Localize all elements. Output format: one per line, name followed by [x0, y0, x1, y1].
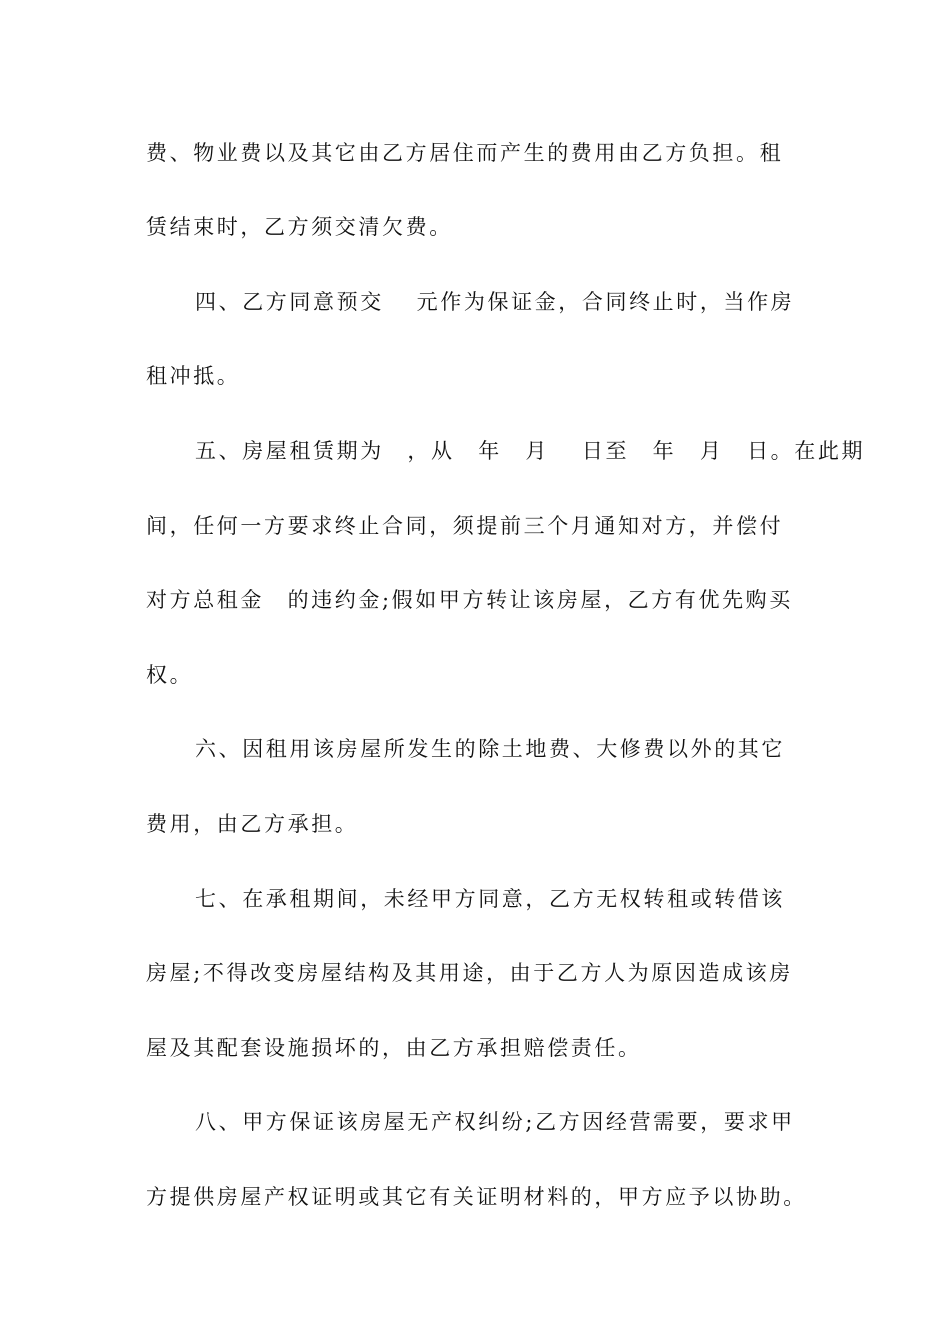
text-line: 权。	[146, 663, 194, 687]
text-line: 对方总租金 的违约金;假如甲方转让该房屋，乙方有优先购买	[146, 588, 793, 612]
text-line: 间，任何一方要求终止合同，须提前三个月通知对方，并偿付	[146, 514, 784, 538]
text-line: 租冲抵。	[146, 364, 241, 388]
text-line: 六、因租用该房屋所发生的除土地费、大修费以外的其它	[195, 737, 785, 761]
text-line: 方提供房屋产权证明或其它有关证明材料的，甲方应予以协助。	[146, 1185, 807, 1209]
text-line: 屋及其配套设施损坏的，由乙方承担赔偿责任。	[146, 1036, 642, 1060]
text-line: 八、甲方保证该房屋无产权纠纷;乙方因经营需要，要求甲	[195, 1110, 795, 1134]
text-line: 费用，由乙方承担。	[146, 812, 359, 836]
text-line: 赁结束时，乙方须交清欠费。	[146, 215, 453, 239]
text-line: 七、在承租期间，未经甲方同意，乙方无权转租或转借该	[195, 887, 785, 911]
text-line: 五、房屋租赁期为 ，从 年 月 日至 年 月 日。在此期	[195, 439, 866, 463]
text-line: 四、乙方同意预交 元作为保证金，合同终止时，当作房	[195, 290, 795, 314]
text-line: 费、物业费以及其它由乙方居住而产生的费用由乙方负担。租	[146, 141, 784, 165]
text-line: 房屋;不得改变房屋结构及其用途，由于乙方人为原因造成该房	[146, 961, 793, 985]
